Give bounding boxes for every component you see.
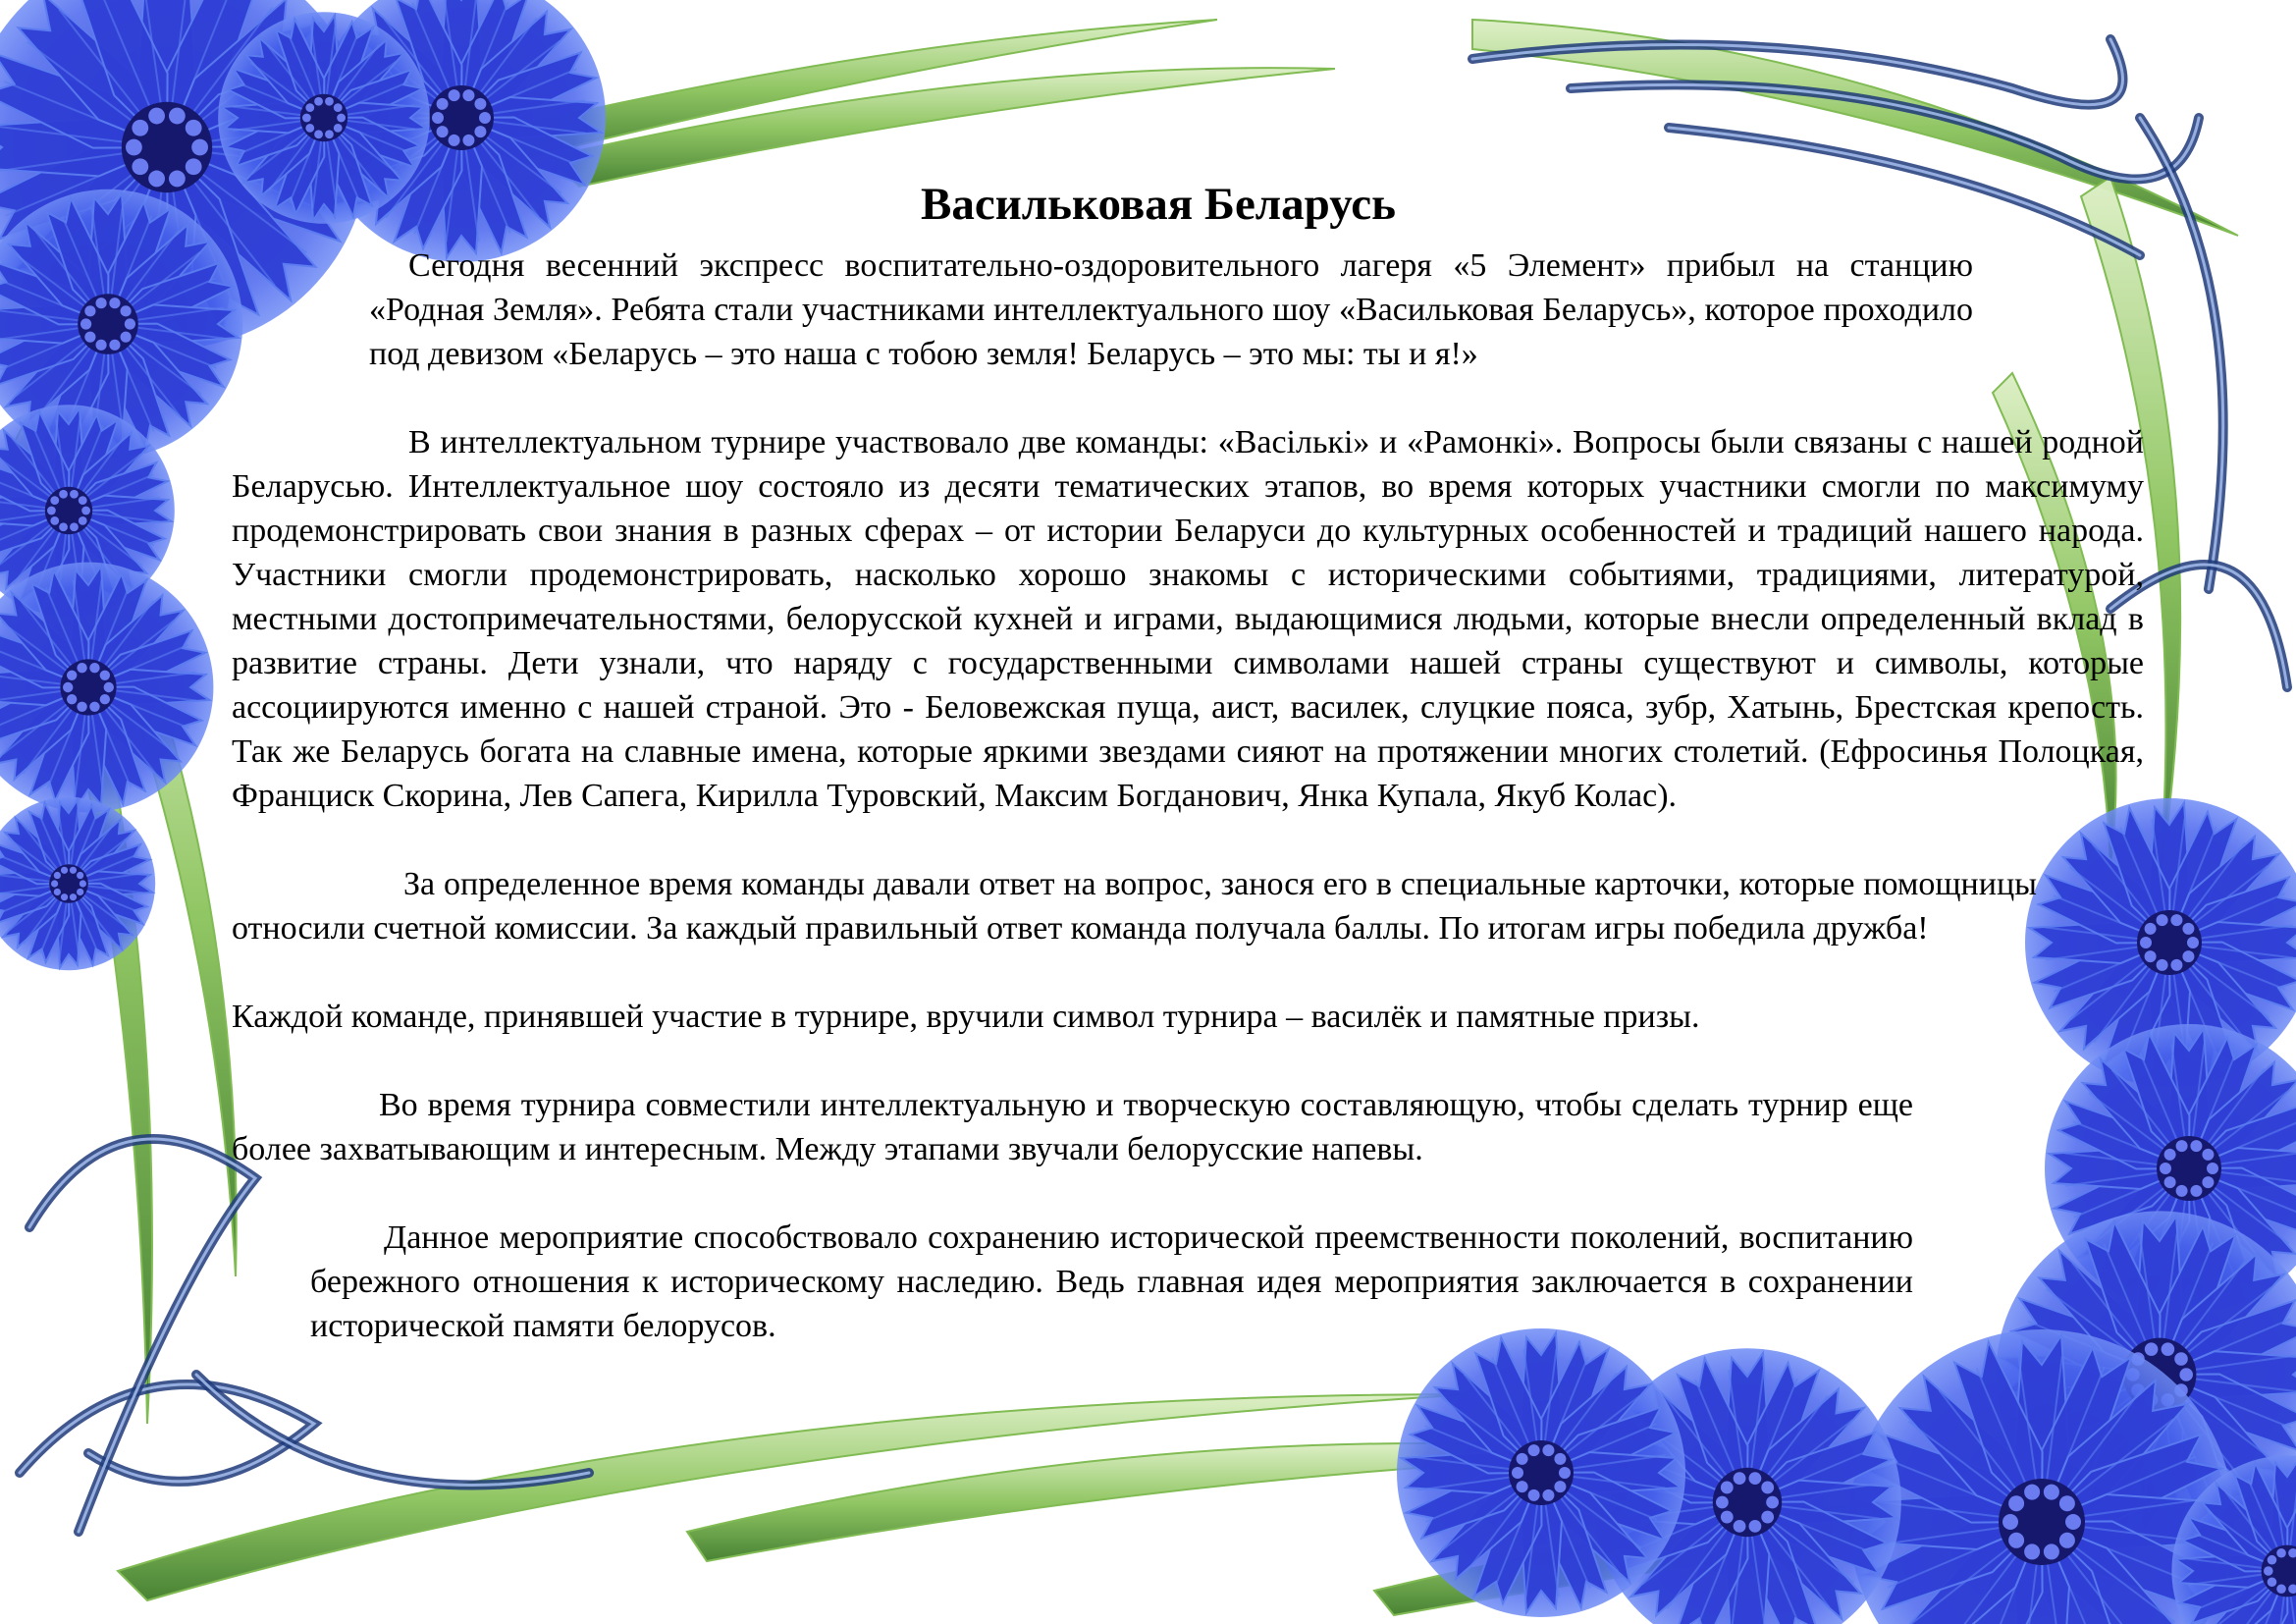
paragraph-intro: Сегодня весенний экспресс воспитательно-оздоровительного лагеря «5 Элемент» прибыл на станцию «Родная Земля». Ребята стали участниками интеллектуального шоу «Васильковая Беларусь», которое проходило под девизом «Беларусь – это наша с тобою земля! Беларусь – это мы: ты и я!»: [369, 247, 1973, 372]
cornflower-icon: [218, 12, 430, 224]
paragraph-conclusion: Данное мероприятие способствовало сохранению исторической преемственности поколений, воспитанию бережного отношения к историческому наследию. Ведь главная идея мероприятия заключается в сохранении исторической памяти белорусов.: [310, 1219, 1913, 1344]
leaf-blade: [118, 1394, 1472, 1600]
paragraph-tournament: В интеллектуальном турнире участвовало две команды: «Васількі» и «Рамонкі». Вопросы были связаны с нашей родной Беларусью. Интеллектуальное шоу состояло из десяти тематических этапов, во время которых участники смогли по максимуму продемонстрировать свои знания в разных сферах – от истории Беларуси до культурных особенностей и традиций нашего народа. Участники смогли продемонстрировать, насколько хорошо знакомы с историческими событиями, традициями, литературой, местными достопримечательностями, белорусской кухней и играми, выдающимися людьми, которые внесли определенный вклад в развитие страны. Дети узнали, что наряду с государственными символами нашей страны существуют и символы, которые ассоциируются именно с нашей страной. Это - Беловежская пуща, аист, василек, слуцкие пояса, зубр, Хатынь, Брестская крепость. Так же Беларусь богата на славные имена, которые яркими звездами сияют на протяжении многих столетий. (Ефросинья Полоцкая, Франциск Скорина, Лев Сапега, Кирилла Туровский, Максим Богданович, Янка Купала, Якуб Колас).: [232, 424, 2144, 814]
leaf-blade: [550, 68, 1335, 187]
paragraph-prizes: Каждой команде, принявшей участие в турнире, вручили символ турнира – василёк и памятные призы.: [232, 999, 1700, 1035]
ribbon-swirl: [1669, 128, 2140, 255]
page-title: Васильковая Беларусь: [921, 179, 1396, 230]
cornflower-icon: [1397, 1328, 1685, 1617]
paragraph-answers: За определенное время команды давали ответ на вопрос, занося его в специальные карточки, которые помощницы относили счетной комиссии. За каждый правильный ответ команда получала баллы. По итогам игры победила дружба!: [232, 866, 2037, 947]
paragraph-creative: Во время турнира совместили интеллектуальную и творческую составляющую, чтобы сделать турнир еще более захватывающим и интересным. Между этапами звучали белорусские напевы.: [232, 1087, 1913, 1167]
